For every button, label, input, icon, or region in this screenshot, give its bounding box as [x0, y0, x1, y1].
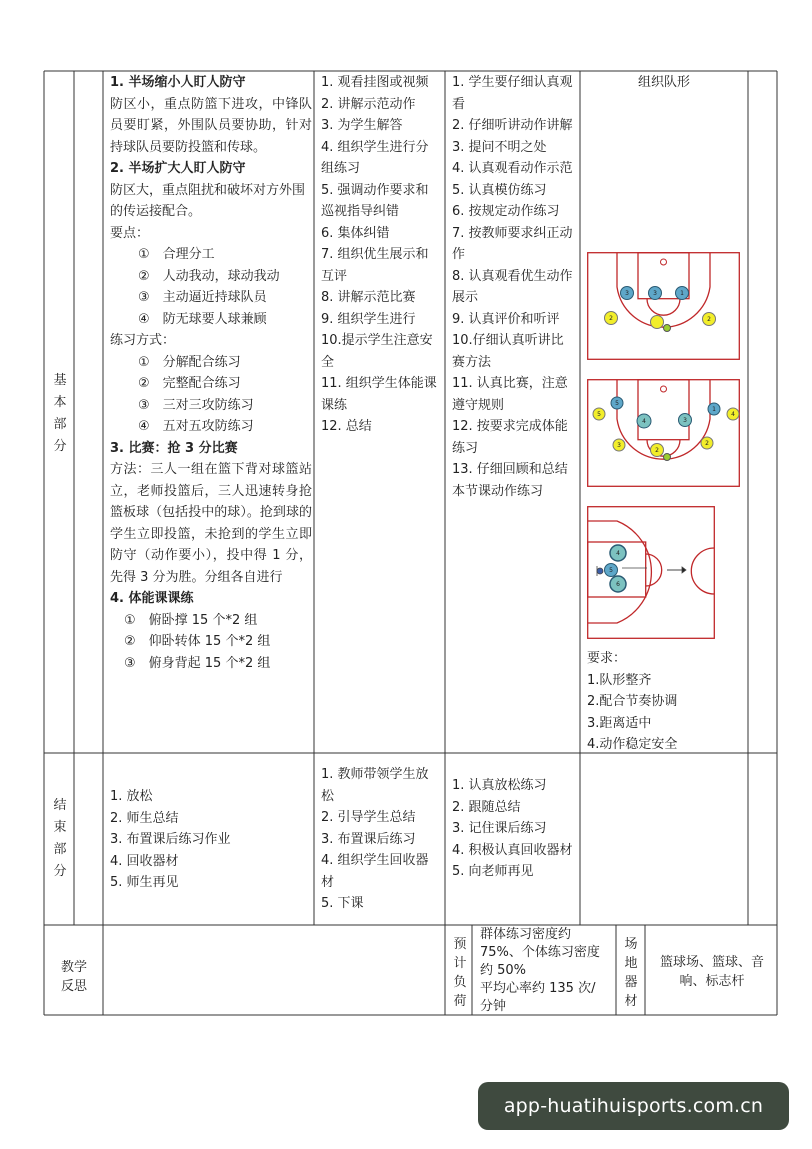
- list-item: 4.动作稳定安全: [587, 737, 678, 752]
- basic-content: [110, 72, 312, 674]
- list-item: 3. 布置课后练习: [321, 831, 416, 847]
- player-label: 1: [712, 406, 716, 413]
- list-item: 2. 跟随总结: [452, 799, 521, 815]
- player-label: 5: [615, 400, 619, 407]
- load-text: 群体练习密度约 75%、个体练习密度 约 50% 平均心率约 135 次/ 分钟: [480, 927, 600, 1014]
- list-item: 5. 认真模仿练习: [452, 182, 547, 198]
- list-item: 12. 总结: [321, 419, 372, 434]
- player-label: 1: [680, 290, 684, 297]
- list-item: ② 人动我动，球动我动: [138, 268, 280, 284]
- list-item: 5. 下课: [321, 896, 364, 911]
- list-item: ④ 五对五攻防练习: [138, 419, 254, 434]
- drill-3-title: 3. 比赛：抢 3 分比赛: [110, 440, 238, 456]
- list-item: 2. 讲解示范动作: [321, 96, 416, 112]
- load-label: 预 计 负 荷: [453, 937, 467, 1009]
- player-label: 3: [653, 290, 657, 297]
- end-content: [110, 786, 310, 894]
- list-item: 6. 按规定动作练习: [452, 204, 560, 219]
- player-label: 5: [597, 411, 601, 418]
- requirements-label: 要求：: [587, 651, 627, 666]
- player-label: 2: [707, 316, 711, 323]
- method-label: 练习方式：: [110, 333, 176, 348]
- drill-1-text: 防区小，重点防篮下进攻，中锋队员要盯紧，外围队员要协助，针对持球队员要防投篮和传球。: [110, 96, 312, 155]
- list-item: ③ 主动逼近持球队员: [138, 290, 267, 305]
- list-item: 1. 放松: [110, 789, 153, 804]
- list-item: 12. 按要求完成体能练习: [452, 419, 568, 456]
- list-item: 1. 教师带领学生放松: [321, 767, 429, 804]
- end-student-activities: [452, 775, 576, 883]
- drill-3-text: 方法：三人一组在篮下背对球篮站立，老师投篮后，三人迅速转身抢篮板球（包括投中的球）。抢到球的学生立即投篮，未抢到的学生立即防守（动作要小），投中得 1 分，先得 3 分为胜。分组各自进行: [110, 462, 312, 585]
- list-item: 8. 认真观看优生动作展示: [452, 268, 573, 305]
- list-item: 2. 师生总结: [110, 810, 179, 826]
- list-item: 3. 提问不明之处: [452, 139, 547, 155]
- player-label: 2: [609, 315, 613, 322]
- list-item: 4. 认真观看动作示范: [452, 161, 573, 176]
- list-item: 7. 组织优生展示和互评: [321, 247, 429, 284]
- basic-student-activities: [452, 72, 576, 502]
- court-diagram-3: [587, 506, 715, 639]
- list-item: 11. 组织学生体能课课练: [321, 376, 437, 413]
- keypoints-label: 要点：: [110, 225, 150, 241]
- player-label: 4: [616, 550, 620, 557]
- list-item: 5. 向老师再见: [452, 864, 534, 879]
- section-label-basic: 基 本 部 分: [53, 373, 67, 454]
- player-label: 6: [616, 581, 620, 588]
- list-item: 3. 布置课后练习作业: [110, 832, 231, 847]
- list-item: 3.距离适中: [587, 715, 652, 731]
- list-item: ① 俯卧撑 15 个*2 组: [124, 612, 258, 628]
- list-item: 11. 认真比赛，注意遵守规则: [452, 376, 568, 413]
- drill-4-title: 4. 体能课课练: [110, 591, 194, 606]
- list-item: 4. 回收器材: [110, 853, 179, 869]
- list-item: 4. 积极认真回收器材: [452, 842, 573, 858]
- list-item: 9. 认真评价和听评: [452, 311, 560, 327]
- organization-requirements: [587, 648, 742, 756]
- drill-2-text: 防区大，重点阻扰和破坏对方外围的传运接配合。: [110, 182, 306, 219]
- list-item: 9. 组织学生进行: [321, 311, 416, 327]
- player-label: 2: [705, 440, 709, 447]
- list-item: 4. 组织学生回收器材: [321, 853, 429, 890]
- player-label: 5: [609, 567, 613, 574]
- basic-teacher-activities: [321, 72, 441, 438]
- end-teacher-activities: [321, 764, 441, 915]
- list-item: ① 合理分工: [138, 247, 215, 262]
- list-item: 13. 仔细回顾和总结本节课动作练习: [452, 462, 568, 499]
- list-item: 3. 记住课后练习: [452, 821, 547, 836]
- drill-1-title: 1. 半场缩小人盯人防守: [110, 75, 246, 90]
- player-label: 4: [731, 411, 735, 418]
- court-diagram-1: [587, 252, 740, 360]
- list-item: 7. 按教师要求纠正动作: [452, 225, 573, 262]
- player-label: 2: [655, 447, 659, 454]
- list-item: ④ 防无球要人球兼顾: [138, 311, 267, 327]
- player-label: 4: [642, 418, 646, 425]
- venue-text: 篮球场、篮球、音 响、标志杆: [659, 955, 764, 989]
- list-item: 6. 集体纠错: [321, 225, 390, 241]
- list-item: ① 分解配合练习: [138, 354, 241, 370]
- list-item: 5. 师生再见: [110, 875, 179, 890]
- list-item: 1.队形整齐: [587, 672, 652, 688]
- organization-title: 组织队形: [637, 75, 690, 90]
- list-item: 10.提示学生注意安全: [321, 333, 433, 370]
- list-item: ③ 三对三攻防练习: [138, 397, 254, 413]
- list-item: ② 完整配合练习: [138, 376, 241, 391]
- list-item: 1. 学生要仔细认真观看: [452, 75, 573, 112]
- list-item: 10.仔细认真听讲比赛方法: [452, 333, 564, 370]
- section-label-reflect: 教学反思: [60, 960, 87, 994]
- list-item: 1. 观看挂图或视频: [321, 75, 429, 90]
- player-label: 3: [683, 417, 687, 424]
- list-item: 5. 强调动作要求和巡视指导纠错: [321, 182, 429, 219]
- list-item: 2.配合节奏协调: [587, 694, 678, 709]
- venue-label: 场 地 器 材: [624, 937, 638, 1009]
- list-item: 8. 讲解示范比赛: [321, 290, 416, 305]
- watermark-banner: app-huatihuisports.com.cn: [478, 1082, 789, 1130]
- list-item: ③ 俯身背起 15 个*2 组: [124, 655, 271, 671]
- fitness-list: [110, 610, 312, 675]
- list-item: 2. 仔细听讲动作讲解: [452, 118, 573, 133]
- keypoints-list: [110, 244, 312, 330]
- player-label: 3: [617, 442, 621, 449]
- list-item: 4. 组织学生进行分组练习: [321, 139, 429, 176]
- court-diagram-2: [587, 379, 740, 487]
- list-item: ② 仰卧转体 15 个*2 组: [124, 634, 271, 649]
- list-item: 3. 为学生解答: [321, 118, 403, 133]
- player-label: 3: [625, 290, 629, 297]
- list-item: 1. 认真放松练习: [452, 778, 547, 793]
- method-list: [110, 352, 312, 438]
- section-label-end: 结 束 部 分: [53, 798, 67, 879]
- drill-2-title: 2. 半场扩大人盯人防守: [110, 161, 246, 176]
- list-item: 2. 引导学生总结: [321, 810, 416, 825]
